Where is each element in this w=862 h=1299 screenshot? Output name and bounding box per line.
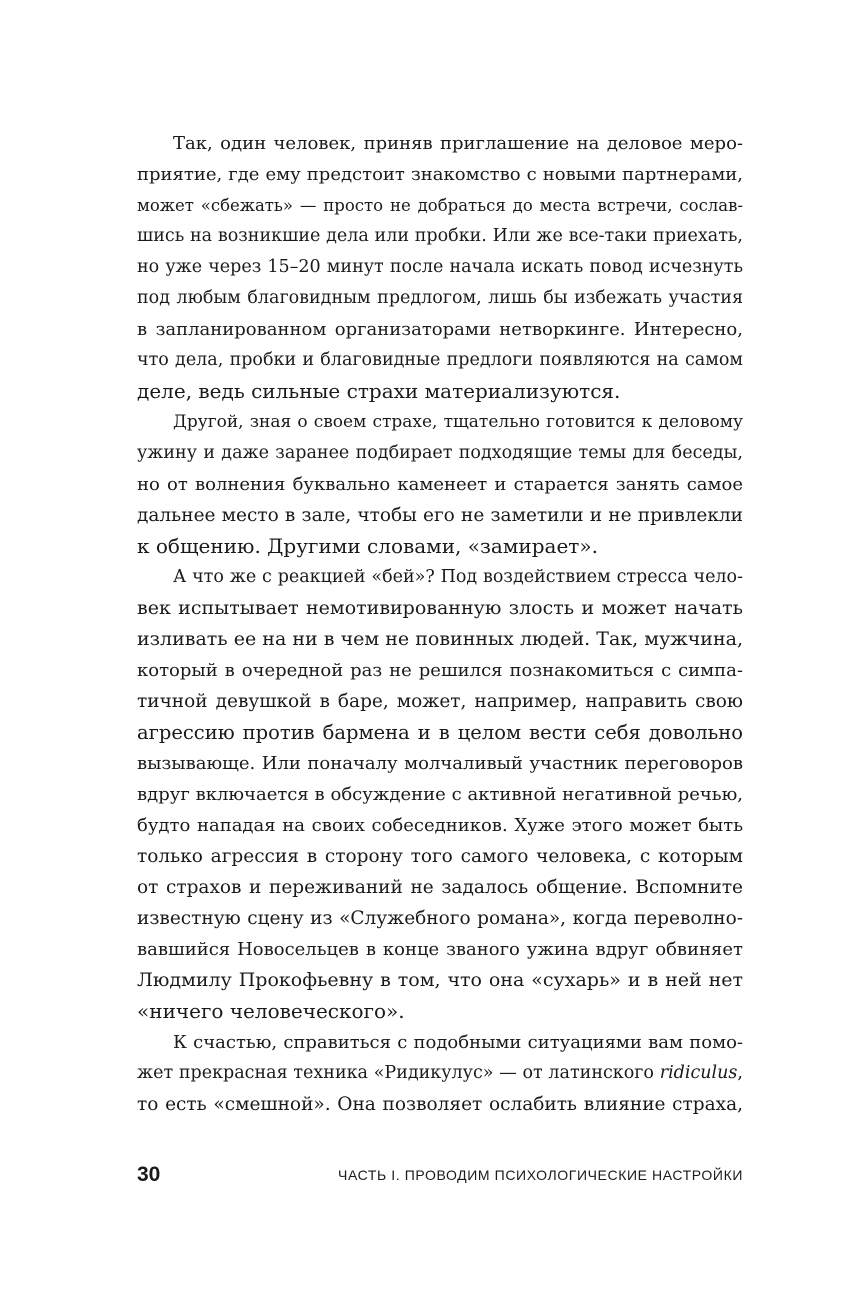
text-line: шись на возникшие дела или пробки. Или же все-таки приехать, — [137, 226, 743, 246]
text-line: может «сбежать» — просто не добраться до места встречи, сослав- — [137, 196, 743, 215]
text-line: агрессию против бармена и в целом вести себя довольно — [137, 721, 743, 744]
text-line: который в очередной раз не решился познакомиться с симпа- — [137, 660, 743, 681]
text-line: тичной девушкой в баре, может, например, направить свою — [137, 691, 743, 712]
page-footer — [137, 1160, 743, 1190]
text-line: от страхов и переживаний не задалось общение. Вспомните — [137, 877, 743, 898]
text-line: дальнее место в зале, чтобы его не заметили и не привлекли — [137, 505, 743, 526]
text-line: приятие, где ему предстоит знакомство с новыми партнерами, — [137, 164, 743, 185]
text-line: А что же с реакцией «бей»? Под воздействием стресса чело- — [173, 567, 743, 587]
text-line: изливать ее на ни в чем не повинных людей. Так, мужчина, — [137, 628, 743, 650]
text-fragment: , — [737, 1063, 743, 1083]
page-number: 30 — [137, 1163, 161, 1186]
text-line: будто нападая на своих собеседников. Хуже этого может быть — [137, 815, 743, 836]
text-line-mixed — [137, 1058, 743, 1089]
text-line: деле, ведь сильные страхи материализуются. — [137, 379, 621, 403]
text-line: Людмилу Прокофьевну в том, что она «сухарь» и в ней нет — [137, 969, 743, 991]
text-line: век испытывает немотивированную злость и может начать — [137, 597, 743, 619]
text-line: Так, один человек, приняв приглашение на деловое меро- — [173, 133, 743, 154]
running-head: ЧАСТЬ I. ПРОВОДИМ ПСИХОЛОГИЧЕСКИЕ НАСТРОЙКИ — [338, 1167, 743, 1183]
text-line: но уже через 15–20 минут после начала искать повод исчезнуть — [137, 257, 743, 277]
italic-term: ridiculus — [659, 1063, 738, 1083]
text-line: «ничего человеческого». — [137, 999, 405, 1023]
text-fragment: жет прекрасная техника «Ридикулус» — от латинского — [137, 1063, 654, 1083]
text-line: что дела, пробки и благовидные предлоги появляются на самом — [137, 350, 743, 370]
text-line: вызывающе. Или поначалу молчаливый участник переговоров — [137, 753, 743, 774]
text-line: к общению. Другими словами, «замирает». — [137, 534, 598, 558]
text-line: в запланированном организаторами нетворкинге. Интересно, — [137, 319, 743, 340]
text-line: вдруг включается в обсуждение с активной негативной речью, — [137, 784, 743, 805]
text-line: то есть «смешной». Она позволяет ослабить влияние страха, — [137, 1094, 743, 1115]
text-line: под любым благовидным предлогом, лишь бы избежать участия — [137, 288, 743, 308]
text-line: известную сцену из «Служебного романа», когда переволно- — [137, 908, 743, 929]
text-line: но от волнения буквально каменеет и старается занять самое — [137, 474, 743, 495]
text-line: Другой, зная о своем страхе, тщательно готовится к деловому — [173, 412, 743, 432]
text-line: вавшийся Новосельцев в конце званого ужина вдруг обвиняет — [137, 939, 743, 960]
text-line: ужину и даже заранее подбирает подходящие темы для беседы, — [137, 443, 743, 463]
text-line: К счастью, справиться с подобными ситуациями вам помо- — [173, 1032, 743, 1053]
text-line: только агрессия в сторону того самого человека, с которым — [137, 846, 743, 867]
